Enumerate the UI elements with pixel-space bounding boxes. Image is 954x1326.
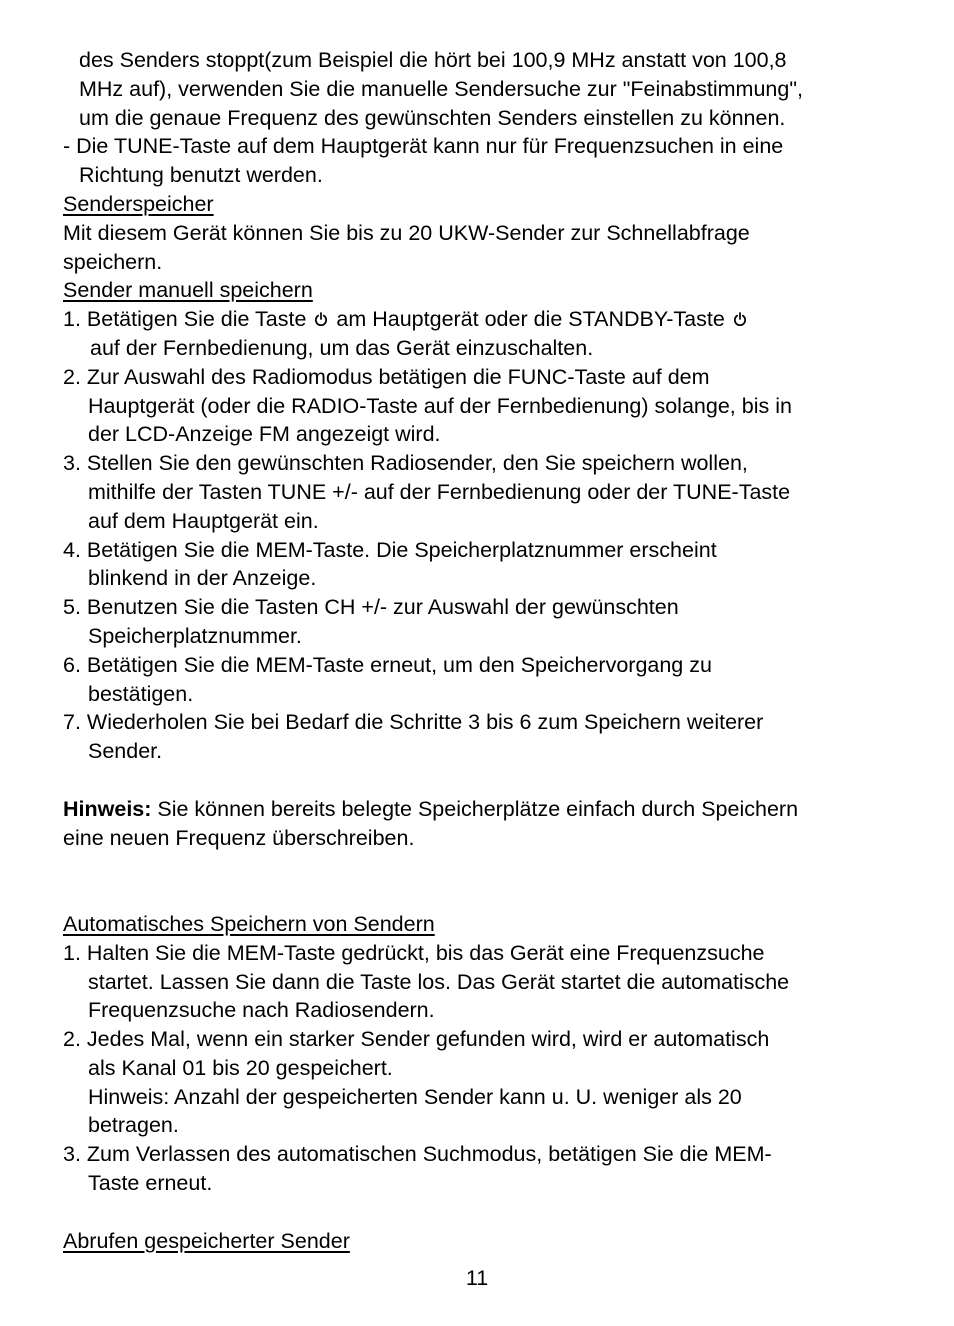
memory-text: speichern.	[63, 249, 163, 274]
auto-step-2: 2. Jedes Mal, wenn ein starker Sender gefunden wird, wird er automatisch	[63, 1027, 770, 1052]
spacer	[63, 852, 908, 910]
page-number: 11	[465, 1266, 489, 1290]
manual-step-6: 6. Betätigen Sie die MEM-Taste erneut, um den Speichervorgang zu	[63, 652, 712, 677]
note-label: Hinweis:	[63, 796, 152, 821]
note-text: Sie können bereits belegte Speicherplätze einfach durch Speichern	[151, 796, 799, 821]
manual-step-2-cont: der LCD-Anzeige FM angezeigt wird.	[88, 422, 441, 447]
document-page	[63, 46, 908, 1255]
step-text: am Hauptgerät oder die STANDBY-Taste	[330, 307, 731, 332]
manual-step-6-cont: bestätigen.	[88, 681, 194, 706]
manual-step-4: 4. Betätigen Sie die MEM-Taste. Die Speicherplatznummer erscheint	[63, 537, 717, 562]
note-paragraph	[63, 795, 908, 824]
manual-step-2-cont: Hauptgerät (oder die RADIO-Taste auf der Fernbedienung) solange, bis in	[88, 393, 792, 418]
manual-step-1-cont: auf der Fernbedienung, um das Gerät einzuschalten.	[90, 335, 594, 360]
manual-step-3-cont: mithilfe der Tasten TUNE +/- auf der Fernbedienung oder der TUNE-Taste	[88, 479, 791, 504]
manual-step-1	[63, 305, 908, 334]
auto-step-1: 1. Halten Sie die MEM-Taste gedrückt, bis das Gerät eine Frequenzsuche	[63, 940, 765, 965]
manual-step-4-cont: blinkend in der Anzeige.	[88, 566, 317, 591]
auto-step-3: 3. Zum Verlassen des automatischen Suchmodus, betätigen Sie die MEM-	[63, 1142, 772, 1167]
manual-step-7-cont: Sender.	[88, 739, 163, 764]
manual-step-7: 7. Wiederholen Sie bei Bedarf die Schritte 3 bis 6 zum Speichern weiterer	[63, 710, 764, 735]
intro-line: MHz auf), verwenden Sie die manuelle Sendersuche zur "Feinabstimmung",	[79, 76, 803, 101]
manual-step-2: 2. Zur Auswahl des Radiomodus betätigen die FUNC-Taste auf dem	[63, 364, 710, 389]
intro-line: um die genaue Frequenz des gewünschten Senders einstellen zu können.	[79, 105, 786, 130]
power-icon	[313, 311, 329, 327]
power-icon	[732, 311, 748, 327]
section-heading-memory: Senderspeicher	[63, 191, 214, 216]
section-heading-recall: Abrufen gespeicherter Sender	[63, 1228, 350, 1253]
spacer	[63, 1198, 908, 1227]
auto-step-1-cont: Frequenzsuche nach Radiosendern.	[88, 998, 435, 1023]
intro-line: Richtung benutzt werden.	[79, 163, 323, 188]
manual-step-5: 5. Benutzen Sie die Tasten CH +/- zur Auswahl der gewünschten	[63, 595, 679, 620]
intro-line: des Senders stoppt(zum Beispiel die hört bei 100,9 MHz anstatt von 100,8	[79, 48, 787, 72]
memory-text: Mit diesem Gerät können Sie bis zu 20 UKW-Sender zur Schnellabfrage	[63, 220, 750, 245]
spacer	[63, 766, 908, 795]
section-heading-manual: Sender manuell speichern	[63, 278, 313, 303]
manual-step-5-cont: Speicherplatznummer.	[88, 623, 302, 648]
auto-step-1-cont: startet. Lassen Sie dann die Taste los. Das Gerät startet die automatische	[88, 969, 790, 994]
intro-bullet: - Die TUNE-Taste auf dem Hauptgerät kann nur für Frequenzsuchen in eine	[63, 134, 784, 159]
section-heading-auto: Automatisches Speichern von Sendern	[63, 911, 435, 936]
auto-step-2-note: Hinweis: Anzahl der gespeicherten Sender kann u. U. weniger als 20	[88, 1084, 742, 1109]
auto-step-2-note: betragen.	[88, 1113, 179, 1138]
auto-step-3-cont: Taste erneut.	[88, 1171, 213, 1196]
step-text: 1. Betätigen Sie die Taste	[63, 307, 313, 332]
auto-step-2-cont: als Kanal 01 bis 20 gespeichert.	[88, 1055, 393, 1080]
note-text: eine neuen Frequenz überschreiben.	[63, 825, 415, 850]
manual-step-3-cont: auf dem Hauptgerät ein.	[88, 508, 319, 533]
manual-step-3: 3. Stellen Sie den gewünschten Radiosender, den Sie speichern wollen,	[63, 451, 748, 476]
